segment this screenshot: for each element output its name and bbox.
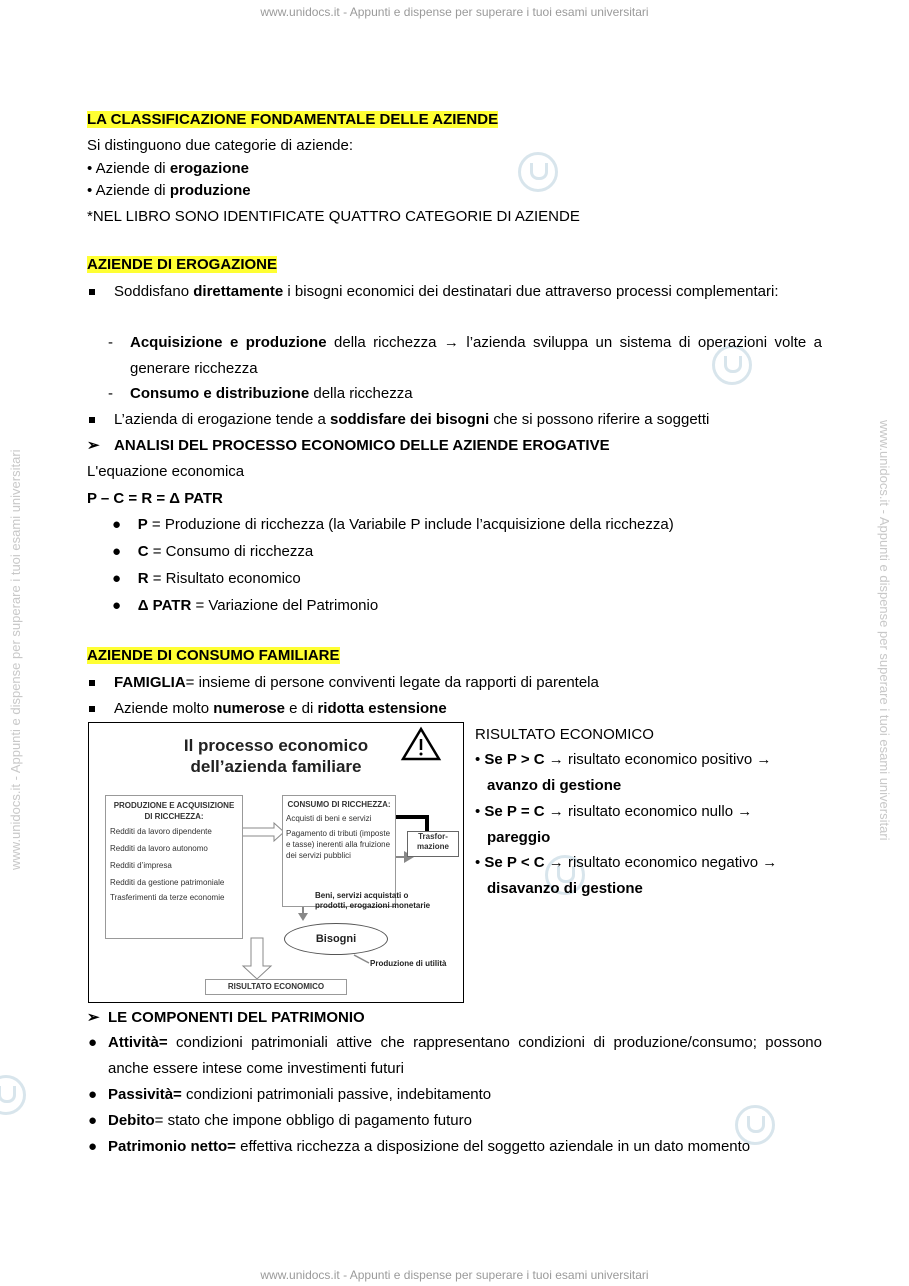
paragraph-consumo: Consumo e distribuzione della ricchezza bbox=[130, 385, 413, 402]
risultato-title: RISULTATO ECONOMICO bbox=[475, 726, 654, 743]
term-row: ● Δ PATR = Variazione del Patrimonio bbox=[112, 597, 379, 614]
patrimonio-item-debito: Debito= stato che impone obbligo di pagamento futuro bbox=[108, 1112, 472, 1129]
bullet-dot: ● bbox=[88, 1112, 98, 1129]
side-watermark-left: www.unidocs.it - Appunti e dispense per superare i tuoi esami universitari bbox=[8, 449, 23, 870]
bullet-dot: ● bbox=[88, 1034, 98, 1051]
case-outcome: pareggio bbox=[487, 829, 551, 846]
bullet-square bbox=[89, 407, 115, 433]
term-row: ● P = Produzione di ricchezza (la Variabile P include l’acquisizione della ricchezza) bbox=[112, 516, 674, 533]
unidocs-logo-icon bbox=[518, 152, 558, 192]
section-heading-erogazione: AZIENDE DI EROGAZIONE bbox=[87, 256, 278, 273]
processo-economico-diagram bbox=[88, 722, 464, 1003]
bullet-square bbox=[89, 279, 115, 305]
patrimonio-heading: LE COMPONENTI DEL PATRIMONIO bbox=[108, 1009, 365, 1026]
footer-watermark: www.unidocs.it - Appunti e dispense per superare i tuoi esami universitari bbox=[260, 1268, 649, 1282]
case-negative: • Se P < C → risultato economico negativo → bbox=[475, 854, 778, 871]
bullet-dot: ● bbox=[88, 1138, 98, 1155]
case-positive: • Se P > C → risultato economico positivo → bbox=[475, 751, 772, 768]
list-item-produzione: • Aziende di produzione bbox=[87, 182, 251, 199]
section-heading-consumo-familiare: AZIENDE DI CONSUMO FAMILIARE bbox=[87, 647, 340, 664]
section-heading-classificazione: LA CLASSIFICAZIONE FONDAMENTALE DELLE AZIENDE bbox=[87, 111, 499, 128]
intro-text: Si distinguono due categorie di aziende: bbox=[87, 137, 354, 154]
dash-bullet: - bbox=[108, 334, 113, 351]
bullet-square bbox=[89, 670, 115, 696]
patrimonio-item-passivita: Passività= condizioni patrimoniali passive, indebitamento bbox=[108, 1086, 492, 1103]
case-outcome: disavanzo di gestione bbox=[487, 880, 643, 897]
paragraph-famiglia: FAMIGLIA= insieme di persone conviventi legate da rapporti di parentela bbox=[114, 674, 599, 691]
term-row: ● C = Consumo di ricchezza bbox=[112, 543, 314, 560]
paragraph-tende: L’azienda di erogazione tende a soddisfare dei bisogni che si possono riferire a soggetti bbox=[114, 411, 710, 428]
list-item-erogazione: • Aziende di erogazione bbox=[87, 160, 249, 177]
case-outcome: avanzo di gestione bbox=[487, 777, 622, 794]
bullet-square bbox=[89, 696, 115, 722]
dash-bullet: - bbox=[108, 385, 113, 402]
produzione-utilita-label: Produzione di utilità bbox=[370, 959, 447, 968]
equazione-formula: P – C = R = Δ PATR bbox=[87, 490, 223, 507]
arrow-bullet: ➢ bbox=[87, 437, 100, 454]
note-text: *NEL LIBRO SONO IDENTIFICATE QUATTRO CATEGORIE DI AZIENDE bbox=[87, 208, 580, 225]
beni-label: Beni, servizi acquistati o prodotti, erogazioni monetarie bbox=[315, 891, 431, 910]
trasformazione-box: Trasfor- mazione bbox=[407, 831, 459, 857]
patrimonio-item-netto: Patrimonio netto= effettiva ricchezza a disposizione del soggetto aziendale in un dato momento bbox=[108, 1138, 751, 1155]
risultato-economico-box: RISULTATO ECONOMICO bbox=[205, 979, 347, 995]
side-watermark-right: www.unidocs.it - Appunti e dispense per superare i tuoi esami universitari bbox=[877, 420, 892, 841]
patrimonio-item-attivita: Attività= condizioni patrimoniali attive che rappresentano condizioni di produzione/consumo; possono anche essere intese come investimenti futuri bbox=[108, 1034, 822, 1077]
consumo-box: CONSUMO DI RICCHEZZA: Acquisti di beni e servizi Pagamento di tributi (imposte e tasse) inerenti alla fruizione dei servizi pubblici bbox=[282, 795, 396, 907]
diagram-title: Il processo economico dell’azienda familiare bbox=[183, 736, 369, 776]
paragraph-acquisizione: Acquisizione e produzione della ricchezza → l’azienda sviluppa un sistema di operazioni volte a generare ricchezza bbox=[130, 334, 822, 377]
case-null: • Se P = C → risultato economico nullo → bbox=[475, 803, 753, 820]
bisogni-ellipse: Bisogni bbox=[284, 923, 388, 955]
paragraph-soddisfano: Soddisfano direttamente i bisogni economici dei destinatari due attraverso processi complementari: bbox=[114, 283, 779, 300]
paragraph-numerose: Aziende molto numerose e di ridotta estensione bbox=[114, 700, 447, 717]
unidocs-logo-icon bbox=[0, 1075, 26, 1115]
arrow-bullet: ➢ bbox=[87, 1009, 100, 1026]
produzione-box: PRODUZIONE E ACQUISIZIONE DI RICCHEZZA: Redditi da lavoro dipendente Redditi da lavoro autonomo Redditi d’impresa Redditi da gestione patrimoniale Trasferimenti da terze economie bbox=[105, 795, 243, 939]
equazione-label: L'equazione economica bbox=[87, 463, 245, 480]
bullet-dot: ● bbox=[88, 1086, 98, 1103]
analisi-heading: ANALISI DEL PROCESSO ECONOMICO DELLE AZIENDE EROGATIVE bbox=[114, 437, 610, 454]
term-row: ● R = Risultato economico bbox=[112, 570, 301, 587]
header-watermark: www.unidocs.it - Appunti e dispense per superare i tuoi esami universitari bbox=[260, 5, 649, 19]
